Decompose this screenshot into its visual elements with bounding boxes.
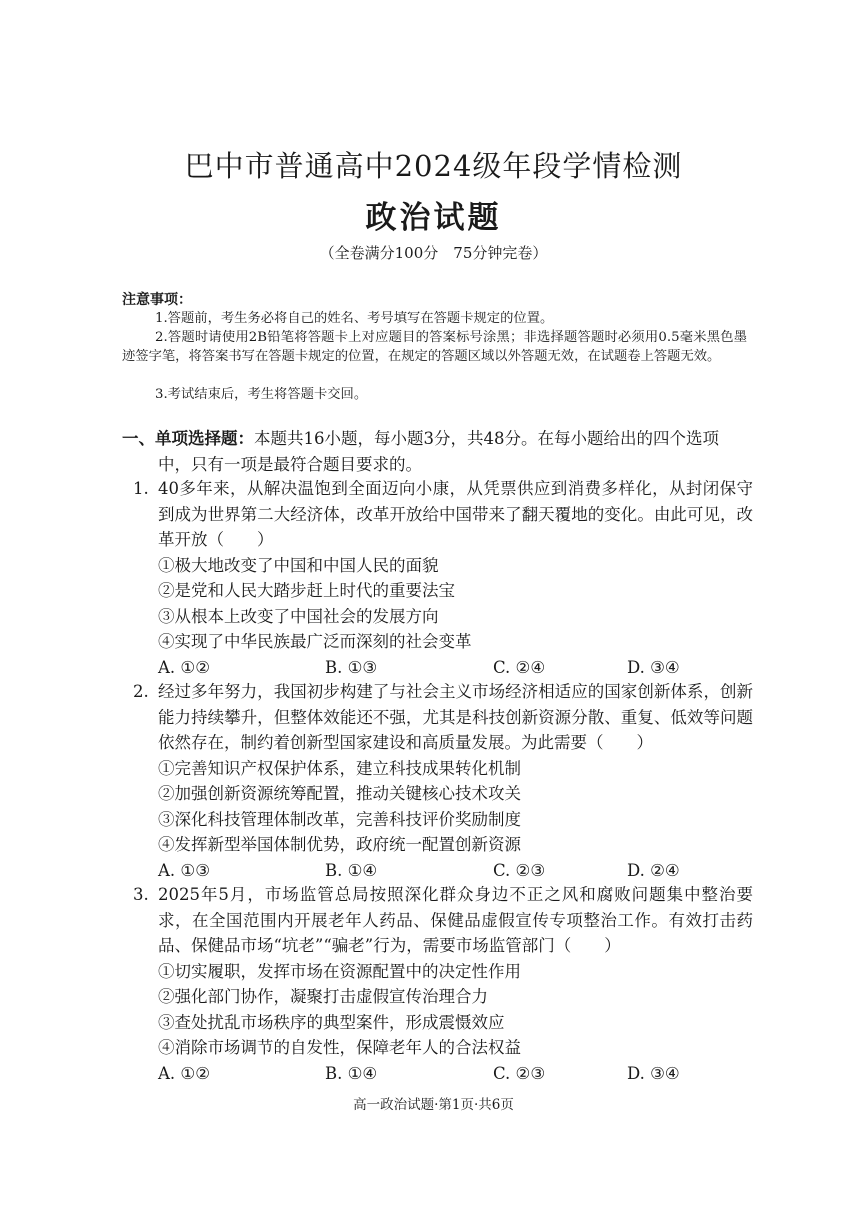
- statement-option: ③深化科技管理体制改革，完善科技评价奖励制度: [158, 809, 521, 829]
- choice-a: A. ①②: [158, 1063, 210, 1083]
- statement-option: ①完善知识产权保护体系，建立科技成果转化机制: [158, 758, 521, 778]
- choice-d: D. ②④: [627, 860, 680, 880]
- question-2: [133, 679, 753, 883]
- question-1: [133, 476, 753, 680]
- question-number: 3.: [133, 885, 149, 904]
- answer-choices: [158, 655, 753, 681]
- choice-d: D. ③④: [627, 657, 680, 677]
- page-footer: 高一政治试题·第1页·共6页: [353, 1097, 514, 1113]
- choice-b: B. ①④: [325, 860, 378, 880]
- section-label: 一、单项选择题：: [122, 429, 254, 448]
- answer-choices: [158, 858, 753, 884]
- statement-option: ②强化部门协作，凝聚打击虚假宣传治理合力: [158, 987, 488, 1006]
- question-stem: 40多年来，从解决温饱到全面迈向小康，从凭票供应到消费多样化，从封闭保守到成为世界第二大经济体，改革开放给中国带来了翻天覆地的变化。由此可见，改革开放（ ）: [158, 479, 753, 549]
- statement-option: ②加强创新资源统筹配置，推动关键核心技术攻关: [158, 784, 521, 803]
- statement-option: ③查处扰乱市场秩序的典型案件，形成震慑效应: [158, 1012, 505, 1032]
- question-3: [133, 882, 753, 1086]
- section-text: 本题共16小题，每小题3分，共48分。在每小题给出的四个选项: [254, 429, 719, 448]
- statement-option: ②是党和人民大踏步赶上时代的重要法宝: [158, 581, 455, 600]
- choice-a: A. ①③: [158, 860, 210, 880]
- exam-title: 巴中市普通高中2024级年段学情检测: [184, 149, 683, 183]
- statement-option: ①极大地改变了中国和中国人民的面貌: [158, 555, 439, 575]
- question-stem: 经过多年努力，我国初步构建了与社会主义市场经济相适应的国家创新体系，创新能力持续攀升，但整体效能还不强，尤其是科技创新资源分散、重复、低效等问题依然存在，制约着创新型国家建设和高质量发展。为此需要（ ）: [158, 682, 753, 752]
- question-stem: 2025年5月，市场监管总局按照深化群众身边不正之风和腐败问题集中整治要求，在全国范围内开展老年人药品、保健品虚假宣传专项整治工作。有效打击药品、保健品市场“坑老”“骗老”行为，需要市场监管部门（ ）: [158, 885, 753, 955]
- statement-option: ③从根本上改变了中国社会的发展方向: [158, 606, 439, 626]
- statement-option: ④发挥新型举国体制优势，政府统一配置创新资源: [158, 835, 521, 854]
- choice-c: C. ②③: [493, 1063, 546, 1083]
- notice-item: 3.考试结束后，考生将答题卡交回。: [155, 387, 368, 402]
- choice-c: C. ②④: [493, 657, 546, 677]
- subject-title: 政治试题: [365, 200, 502, 236]
- section-text-cont: 中，只有一项是最符合题目要求的。: [158, 455, 422, 474]
- notice-item: 2.答题时请使用2B铅笔将答题卡上对应题目的答案标号涂黑；非选择题答题时必须用0.5毫米黑色墨迹签字笔，将答案书写在答题卡规定的位置，在规定的答题区域以外答题无效，在试题卷上答题无效。: [122, 330, 747, 364]
- choice-b: B. ①③: [325, 657, 378, 677]
- statement-option: ④消除市场调节的自发性，保障老年人的合法权益: [158, 1038, 521, 1057]
- choice-c: C. ②③: [493, 860, 546, 880]
- choice-d: D. ③④: [627, 1063, 680, 1083]
- notice-heading: 注意事项：: [122, 292, 192, 308]
- question-number: 1.: [133, 479, 149, 498]
- statement-option: ④实现了中华民族最广泛而深刻的社会变革: [158, 632, 472, 651]
- choice-a: A. ①②: [158, 657, 210, 677]
- notice-item: 1.答题前，考生务必将自己的姓名、考号填写在答题卡规定的位置。: [155, 311, 554, 326]
- section-heading: [122, 426, 750, 478]
- exam-subtitle: （全卷满分100分 75分钟完卷）: [319, 244, 548, 262]
- answer-choices: [158, 1061, 753, 1087]
- question-number: 2.: [133, 682, 149, 701]
- choice-b: B. ①④: [325, 1063, 378, 1083]
- statement-option: ①切实履职，发挥市场在资源配置中的决定性作用: [158, 961, 521, 981]
